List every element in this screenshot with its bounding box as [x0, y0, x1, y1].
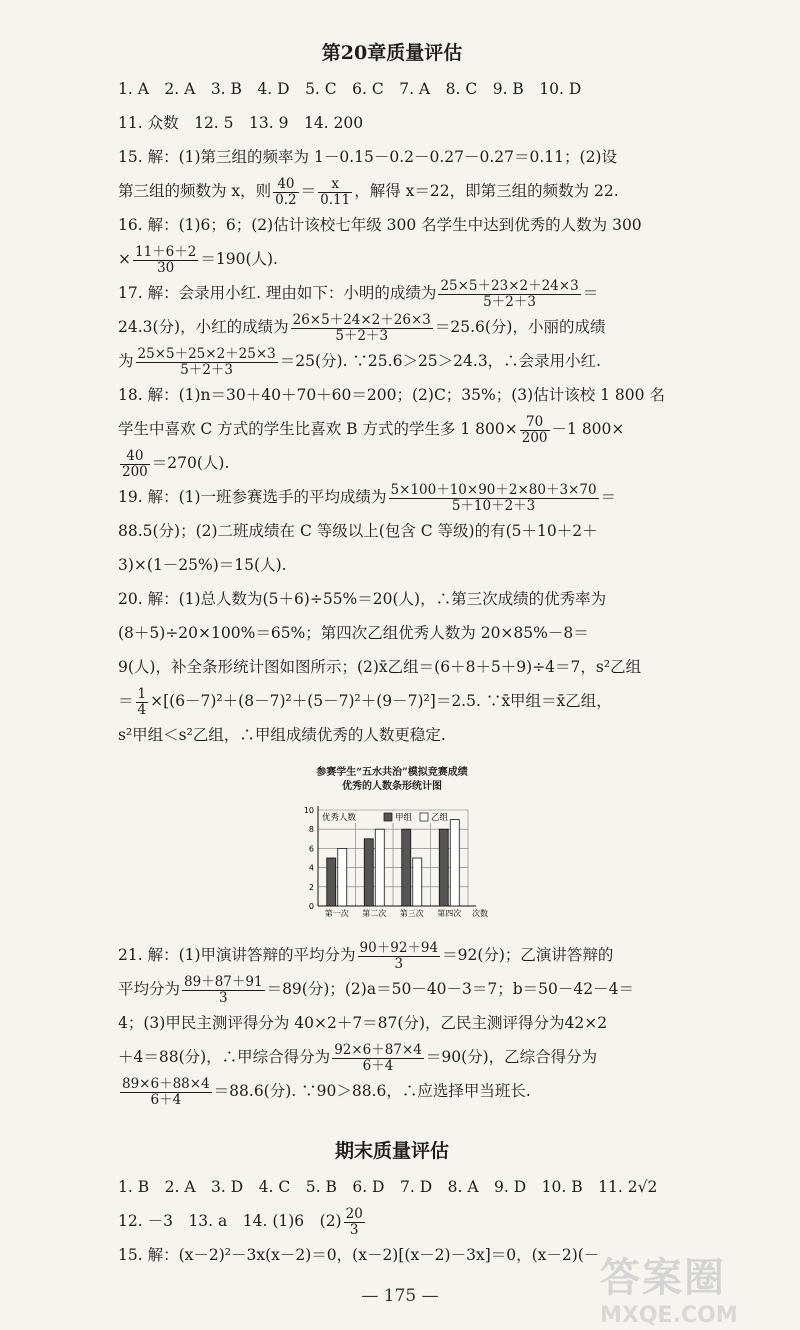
bar-series1: [439, 829, 448, 906]
watermark-url: MXQE.COM: [600, 1303, 738, 1328]
fraction: [136, 687, 149, 718]
fill-answers: 11. 众数 12. 5 13. 9 14. 200: [118, 114, 364, 132]
answer-page: [118, 36, 666, 1272]
q18-line1: 18. 解：(1)n＝30＋40＋70＋60＝200；(2)C；35%；(3)估计该校 1 800 名: [118, 386, 665, 404]
y-tick-label: 10: [303, 806, 314, 815]
text: 1. B 2. A 3. D 4. C 5. B 6. D 7. D 8. A 9. D 10. B 11. 2: [118, 1178, 638, 1196]
section-title-final: 期末质量评估: [334, 1140, 449, 1162]
q15-line1: 15. 解：(1)第三组的频率为 1－0.15－0.2－0.27－0.27＝0.11；(2)设: [118, 148, 617, 166]
chart-title: 参赛学生“五水共治”模拟竞赛成绩: [316, 767, 468, 778]
page-number: — 175 —: [361, 1286, 439, 1306]
numerator: 92×6＋87×4: [334, 1041, 422, 1058]
numerator: 89＋87＋91: [184, 973, 263, 990]
numerator: 20: [345, 1205, 363, 1222]
bar-series1: [402, 829, 411, 906]
text: ＝92(分)；乙演讲答辩的: [442, 946, 614, 964]
bar-series2: [450, 820, 459, 906]
text: 17. 解：会录用小红. 理由如下：小明的成绩为: [118, 284, 437, 302]
bar-series1: [364, 839, 373, 906]
fraction: [182, 975, 265, 1006]
numerator: 40: [120, 449, 150, 465]
fraction: [389, 483, 599, 514]
text: 平均分为: [118, 980, 181, 998]
denominator: 5＋2＋3: [180, 361, 234, 378]
q19-line3: 3)×(1－25%)＝15(人).: [118, 556, 287, 574]
fraction: [520, 415, 550, 446]
q17-line1: [118, 276, 666, 310]
text: 19. 解：(1)一班参赛选手的平均成绩为: [118, 488, 387, 506]
text: ＝270(人).: [151, 454, 230, 472]
text: ＝: [600, 488, 617, 506]
bar-chart: [292, 802, 492, 922]
legend-swatch-series2: [420, 813, 428, 821]
text: ＝89(分)；(2)a＝50－40－3＝7；b＝50－42－4＝: [266, 980, 634, 998]
numerator: 26×5＋24×2＋26×3: [292, 311, 431, 328]
denominator: 4: [137, 701, 147, 718]
numerator: 89×6＋88×4: [122, 1075, 210, 1092]
numerator: 25×5＋25×2＋25×3: [137, 345, 276, 362]
q21-line4: [118, 1040, 666, 1074]
y-tick-label: 4: [308, 863, 314, 873]
q21-line5: [118, 1074, 666, 1108]
text: ＝88.6(分). ∵90＞88.6，∴应选择甲当班长.: [213, 1082, 531, 1100]
denominator: 5＋2＋3: [335, 327, 389, 344]
fraction: [344, 1207, 365, 1238]
denominator: 0.11: [320, 191, 351, 208]
text: 21. 解：(1)甲演讲答辩的平均分为: [118, 946, 356, 964]
text: ，解得 x＝22，即第三组的频数为 22.: [354, 182, 619, 200]
x-tick-label: 第二次: [362, 909, 387, 918]
bar-series2: [413, 858, 422, 906]
section-title-ch20: 第20章质量评估: [321, 42, 463, 64]
y-tick-label: 0: [308, 902, 314, 911]
chart-subtitle: 优秀的人数条形统计图: [342, 781, 442, 792]
fraction: [120, 449, 150, 480]
bar-series2: [375, 829, 384, 906]
y-tick-label: 8: [308, 825, 314, 835]
text: ＝: [118, 692, 134, 710]
fraction: [136, 347, 278, 378]
fraction: [273, 177, 298, 208]
legend-label-series1: 甲组: [395, 813, 413, 823]
text: ＝25(分). ∵25.6＞25＞24.3，∴会录用小红.: [279, 352, 602, 370]
fraction: [318, 177, 352, 208]
x-tick-label: 第一次: [324, 909, 349, 918]
q20-line4: [118, 684, 666, 718]
q20-line2: (8＋5)÷20×100%＝65%；第四次乙组优秀人数为 20×85%－8＝: [118, 624, 589, 642]
numerator: 5×100＋10×90＋2×80＋3×70: [390, 481, 597, 498]
text: 24.3(分)，小红的成绩为: [118, 318, 289, 336]
fraction: [291, 313, 433, 344]
text: ＝190(人).: [200, 250, 278, 268]
q21-line1: [118, 938, 666, 972]
denominator: 0.2: [275, 191, 297, 208]
numerator: 11＋6＋2: [135, 243, 197, 260]
q19-line2: 88.5(分)；(2)二班成绩在 C 等级以上(包含 C 等级)的有(5＋10＋2＋: [118, 522, 598, 540]
denominator: 3: [349, 1221, 359, 1238]
bar-chart-figure: [118, 766, 666, 934]
numerator: 1: [137, 685, 147, 702]
text: ＝90(分)，乙综合得分为: [425, 1048, 598, 1066]
q20-line1: 20. 解：(1)总人数为(5＋6)÷55%＝20(人)，∴第三次成绩的优秀率为: [118, 590, 607, 608]
denominator: 3: [394, 955, 404, 972]
legend-swatch-series1: [384, 813, 392, 821]
q19-line1: [118, 480, 666, 514]
final-choice-answers: [118, 1170, 666, 1204]
text: ＝: [582, 284, 599, 302]
fraction: [120, 1077, 212, 1108]
text: ＝25.6(分)，小丽的成绩: [434, 318, 606, 336]
watermark-text: 答案圈: [600, 1255, 726, 1301]
y-axis-label: 优秀人数: [322, 813, 357, 823]
denominator: 200: [521, 429, 548, 446]
x-tick-label: 第四次: [437, 909, 462, 918]
q16-line2: [118, 242, 666, 276]
q21-line2: [118, 972, 666, 1006]
bar-series2: [338, 848, 347, 906]
y-tick-label: 2: [308, 882, 314, 892]
q16-line1: 16. 解：(1)6；6；(2)估计该校七年级 300 名学生中达到优秀的人数为 300: [118, 216, 642, 234]
fraction: [358, 941, 441, 972]
q18-line3: [118, 446, 666, 480]
text: ×: [118, 250, 131, 268]
text: 学生中喜欢 C 方式的学生比喜欢 B 方式的学生多 1 800×: [118, 420, 518, 438]
y-tick-label: 6: [308, 844, 314, 854]
text: 为: [118, 352, 134, 370]
q18-line2: [118, 412, 666, 446]
denominator: 6＋4: [150, 1091, 182, 1108]
text: －1 800×: [551, 420, 625, 438]
final-q15-line1: 15. 解：(x－2)²－3x(x－2)＝0，(x－2)[(x－2)－3x]＝0，(x－2)(－: [118, 1246, 600, 1264]
numerator: x: [318, 177, 352, 193]
q15-line2: [118, 174, 666, 208]
denominator: 200: [122, 463, 148, 480]
fraction: [438, 279, 580, 310]
q17-line2: [118, 310, 666, 344]
text: ＋4＝88(分)，∴甲综合得分为: [118, 1048, 331, 1066]
text: ×[(6－7)²＋(8－7)²＋(5－7)²＋(9－7)²]＝2.5. ∵x̄甲组＝x̄乙组，: [150, 692, 612, 710]
denominator: 6＋4: [362, 1057, 394, 1074]
q17-line3: [118, 344, 666, 378]
denominator: 5＋2＋3: [483, 293, 536, 310]
text: ＝: [300, 182, 317, 200]
q20-line3: 9(人)，补全条形统计图如图所示；(2)x̄乙组＝(6＋8＋5＋9)÷4＝7，s²乙组: [118, 658, 642, 676]
legend-label-series2: 乙组: [431, 813, 449, 823]
choice-answers: 1. A 2. A 3. B 4. D 5. C 6. C 7. A 8. C 9. B 10. D: [118, 80, 582, 98]
fraction: [332, 1043, 424, 1074]
numerator: 25×5＋23×2＋24×3: [440, 277, 579, 294]
numerator: 70: [520, 415, 550, 431]
text: 12. －3 13. a 14. (1)6 (2): [118, 1212, 342, 1230]
denominator: 30: [157, 259, 175, 276]
final-assessment-section: [118, 1134, 666, 1272]
numerator: 40: [273, 177, 298, 193]
q20-line5: s²甲组＜s²乙组，∴甲组成绩优秀的人数更稳定.: [118, 726, 446, 744]
denominator: 3: [218, 989, 228, 1006]
text: 第三组的频数为 x，则: [118, 182, 272, 200]
x-axis-label: 次数: [472, 909, 488, 918]
numerator: 90＋92＋94: [359, 939, 439, 956]
fraction: [133, 245, 198, 276]
denominator: 5＋10＋2＋3: [451, 497, 536, 514]
sqrt-term: √2: [637, 1178, 658, 1196]
x-tick-label: 第三次: [399, 909, 424, 918]
bar-series1: [327, 858, 336, 906]
watermark-logo: [600, 1246, 790, 1328]
final-fill-answers: [118, 1204, 666, 1238]
q21-line3: 4；(3)甲民主测评得分为 40×2＋7＝87(分)，乙民主测评得分为42×2: [118, 1014, 608, 1032]
